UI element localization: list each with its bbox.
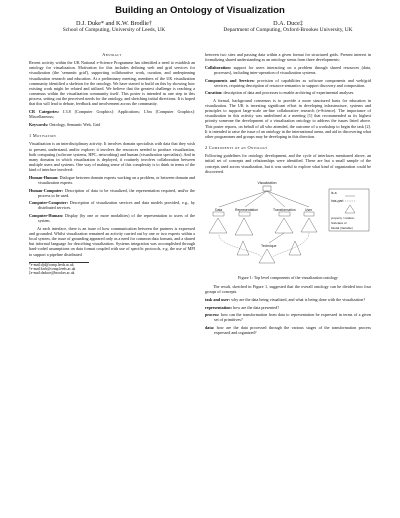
node-transformation-label: Transformation xyxy=(273,207,296,212)
author-affiliation: School of Computing, University of Leeds, UK xyxy=(62,27,166,34)
definition-desc: support for users interacting on a problem through shared resources (data, processes), including inter-operation of visualization systems. xyxy=(214,64,371,76)
author-block-brookes xyxy=(198,21,378,34)
question-item xyxy=(205,312,371,322)
legend-property: property / relation xyxy=(331,215,355,220)
legend-triangle xyxy=(345,205,355,213)
author-block-leeds xyxy=(24,21,204,34)
definition-desc: Description of data to be visualized, the representation required, and/or the process to be used. xyxy=(38,187,195,198)
keywords-label: Keywords: xyxy=(29,122,49,128)
node-representation xyxy=(239,212,250,216)
question-desc: how are the data presented? xyxy=(233,304,280,310)
question-term: process: xyxy=(205,312,220,318)
legend-isa: is-a xyxy=(331,190,337,195)
definition-term: Collaboration: xyxy=(205,64,231,70)
definition-term: Computer-Computer: xyxy=(29,200,68,206)
definition-item xyxy=(205,90,371,95)
node-visualization xyxy=(263,186,271,191)
subtree xyxy=(259,249,275,263)
question-item xyxy=(205,325,371,335)
left-column xyxy=(29,52,195,276)
author-affiliation: Department of Computing, Oxford-Brookes University, UK xyxy=(223,27,353,34)
question-item xyxy=(205,297,371,302)
node-user-label: User xyxy=(305,207,313,212)
question-item xyxy=(205,305,371,310)
cr-categories xyxy=(29,109,195,119)
paragraph: At each interface, there is an issue of how communication between the partners is expressed and grounded. Whilst visualization remained an activity carried out by one or two experts within a local system, the issue of grounding appeared only as a need for common data formats, and a shared but informal language for describing visualization. Systems integration was accomplished through hard-coded assumptions on data format coupled with use of specific protocols, e.g. the use of MPI to support a pipeline distributed xyxy=(29,225,195,257)
paragraph: Following guidelines for ontology development, and the cycle of interfaces mentioned above, an initial set of concepts and relationships were identified. These are but a small sample of the concepts used across visualization, but it was useful to explore what kind of organization could be discovered. xyxy=(205,153,371,174)
definition-term: Components and Services: xyxy=(205,77,255,83)
question-term: task and user: xyxy=(205,296,231,302)
edge xyxy=(269,233,284,243)
footnote: ‡e-mail:daduce@brookes.ac.uk xyxy=(29,271,75,276)
definition-term: Computer-Human: xyxy=(29,213,64,219)
abstract-heading: Abstract xyxy=(102,52,122,57)
footnote: †e-mail:kwb@comp.leeds.ac.uk xyxy=(29,266,76,271)
paragraph: between two sites and passing data within a given format for structured grids. Present interest in formalizing shared understanding as an ontology stems from three developments: xyxy=(205,52,371,63)
definition-item xyxy=(29,188,195,198)
definition-item xyxy=(29,213,195,223)
node-visualization-label: Visualization xyxy=(257,180,277,185)
author-names: D.A. Duce‡ xyxy=(273,20,303,27)
cr-text: I.3.8 [Computer Graphics]: Applications; I.3m [Computer Graphics]: Miscellaneous; xyxy=(29,109,196,120)
paragraph: Visualization is an interdisciplinary activity. It involves domain specialists with data that they wish to present, understand, and/or explore; it involves the resources needed to produce visualization, both computing (software systems, HPC, networking) and human (visualization specialists). And in many domains in which visualization is deployed, it routinely involves collaboration between multiple users and systems. One way of making sense of this complexity is to think in terms of the kind of interface involved: xyxy=(29,141,195,173)
section-heading-motivation: 1 Motivation xyxy=(29,133,57,139)
subtree xyxy=(209,218,227,233)
node-transformation xyxy=(279,212,290,216)
legend-modal: Modal (Variable) xyxy=(331,225,353,230)
question-desc: how are the data processed through the various stages of the transformation process expressed and organized? xyxy=(214,324,371,335)
edge xyxy=(245,191,267,207)
edge xyxy=(267,191,285,207)
relation-edge xyxy=(219,235,261,257)
question-term: representation: xyxy=(205,304,232,310)
subtree xyxy=(237,241,249,255)
keywords-text: Ontology, Semantic Web, Grid xyxy=(49,122,101,128)
definition-term: Human-Human: xyxy=(29,174,59,180)
definition-desc: description of data and processes to enable archiving of experimental analyses. xyxy=(223,90,355,96)
cr-label: CR Categories: xyxy=(29,109,60,115)
ontology-diagram xyxy=(205,177,371,273)
author-names: D.J. Duke* and K.W. Brodlie† xyxy=(75,20,153,27)
definition-item xyxy=(205,65,371,75)
definition-desc: Dialogue between domain experts working on a problem, or between domain and visualization experts. xyxy=(38,174,195,186)
definition-item xyxy=(29,200,195,210)
node-data-label: Data xyxy=(215,207,223,212)
edge xyxy=(219,191,267,207)
abstract-text: Recent activity within the UK National e-Science Programme has identified a need to establish an ontology for visualization. Motivation for this includes defining web and grid services for visualization (the 'semantic grid'), supporting collaborative work, curation, and underpinning visualization research and education. At a preliminary meeting, members of the UK visualization community identified a skeleton for the ontology. We have started to build on this by showing how existing work might be related and utilized. We believe that the greatest challenge is reaching a consensus within the visualization community itself. This poster is intended as one step in this process, setting out the perceived needs for the ontology, and sketching initial directions. It is hoped that this will lead to debate, feedback and involvement across the community. xyxy=(29,60,195,107)
definition-desc: Description of visualization services and data models provided, e.g., by distributed services. xyxy=(38,200,195,211)
paper-title: Building an Ontology of Visualization xyxy=(115,5,285,16)
subtree xyxy=(235,218,253,235)
question-desc: why are the data being visualized, and what is being done with the visualization? xyxy=(231,296,366,302)
node-representation-label: Representation xyxy=(235,207,258,212)
legend-haspart: has-part xyxy=(331,198,344,203)
footnote: *e-mail:djd@comp.leeds.ac.uk xyxy=(29,262,74,267)
definition-item xyxy=(205,78,371,88)
figure-caption: Figure 1: Top level components of the visualization ontology xyxy=(238,274,338,280)
definition-term: Curation: xyxy=(205,90,223,96)
definition-desc: provision of capabilities as software components and web/grid services, requiring description of resource semantics to support discovery and composition. xyxy=(214,77,371,88)
subtree xyxy=(275,218,293,233)
keywords xyxy=(29,122,195,127)
subtree xyxy=(301,218,317,232)
subtree xyxy=(289,241,301,255)
paragraph: The result, sketched in Figure 1, suggested that the overall ontology can be divided into four groups of concepts. xyxy=(205,284,371,295)
right-column xyxy=(205,52,371,337)
paragraph: A formal, background consensus is to provide a more structured basis for education in visualization. The UK is investing significant effort in developing infrastructure, systems and principles to support large-scale on-line collaborative research (e-Science). The importance of visualization in this activity was underlined at a meeting [1] that recommended as its highest priority someone the development of a visualization ontology to address the issues listed above. This poster reports, on behalf of all who attended, the outcome of a workshop to begin the task [2]. It is intended to raise the issue of an ontology in the international arena, and aid in discovering what other programmes and groups may be developing in this direction. xyxy=(205,97,371,139)
section-heading-components: 2 Components of an Ontology xyxy=(205,145,268,151)
question-desc: how can the transformation from data to representation be expressed in terms of a given set of primitives? xyxy=(214,312,371,323)
node-technique-label: Technique xyxy=(261,243,277,248)
edge xyxy=(267,191,309,207)
definition-item xyxy=(29,175,195,185)
figure-ontology-diagram xyxy=(205,177,371,273)
node-data xyxy=(213,212,224,216)
definition-term: Human-Computer: xyxy=(29,187,64,193)
node-user xyxy=(304,212,314,216)
legend-subclass: Subclass of xyxy=(331,220,347,225)
question-term: data: xyxy=(205,324,215,330)
definition-desc: Display (by one or more modalities) of the representation to users of the system. xyxy=(38,213,195,224)
